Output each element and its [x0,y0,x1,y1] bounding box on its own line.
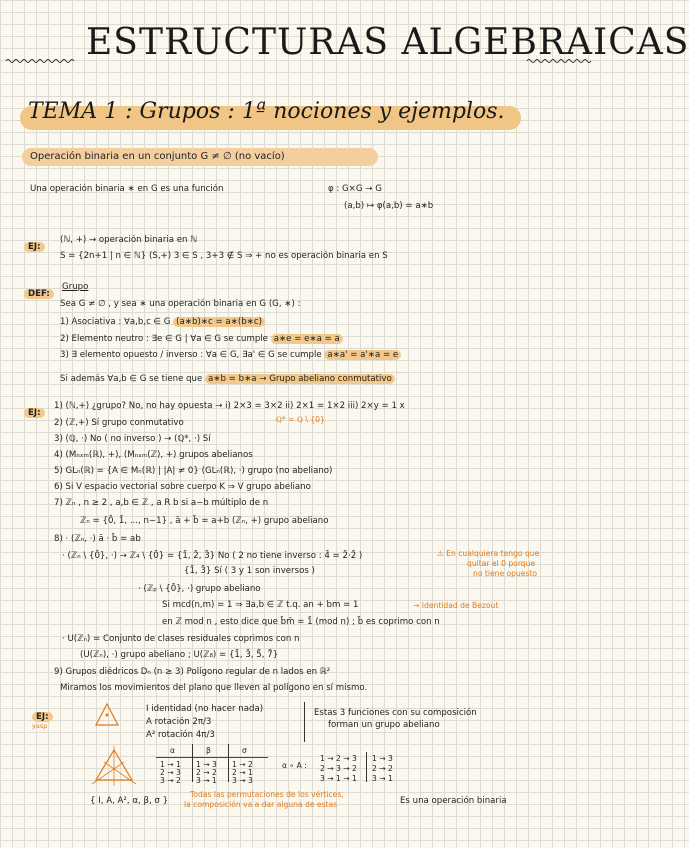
perm-cell: 1 → 3 [196,760,217,769]
ej2-item-1: 1) (ℕ,+) ¿grupo? No, no hay opuesta → i) 2×3 = 3×2 ii) 2×1 = 1×2 iii) 2×y = 1 x [54,401,405,411]
ej2-warning-2: quitar el 0 porque [467,559,536,568]
binop-func: φ : G×G → G [328,184,382,194]
ej3-side-1: Estas 3 funciones con su composición [314,708,477,718]
ej2-item-7a: 7) ℤₙ , n ≥ 2 , a,b ∈ ℤ , a R b si a−b múltiplo de n [54,498,269,508]
ej2-bezout-note: → Identidad de Bezout [413,601,499,610]
def-line1: Sea G ≠ ∅ , y sea ∗ una operación binaria en G (G, ∗) : [60,299,301,309]
ej3-perm-note-2: la composición va a dar alguna de estas [184,800,338,809]
def-title: Grupo [62,282,89,292]
ej3-sub: yasp [32,722,48,730]
ej2-item-5: 5) GLₙ(ℝ) = {A ∈ Mₙ(ℝ) | |A| ≠ 0} (GLₙ(ℝ), ·) grupo (no abeliano) [54,466,333,476]
perm-cell: 2 → 3 [160,768,181,777]
ej3-conclusion: Es una operación binaria [400,796,507,806]
perm-col-alpha: α [170,746,176,755]
ej2-item-9b: Miramos los movimientos del plano que lleven al polígono en sí mismo. [60,683,368,693]
perm-cell: 3 → 3 [232,776,253,785]
ej3-perm-note-1: Todas las permutaciones de los vértices, [190,790,344,799]
ej2-item-7b: ℤₙ = {0̄, 1̄, ..., n−1} , ā + b̄ = a+b (ℤₙ, +) grupo abeliano [80,516,329,526]
ej3-set: { I, A, A², α, β, σ } [90,796,169,806]
tema-heading: TEMA 1 : Grupos : 1ª nociones y ejemplos. [28,99,505,124]
composition-label: α ∘ A : [282,761,307,770]
ej3-side-2: forman un grupo abeliano [328,720,440,730]
ej2-item-9: 9) Grupos diédricos Dₙ (n ≥ 3) Polígono regular de n lados en ℝ² [54,667,331,677]
ej1-line2: S = {2n+1 | n ∈ ℕ} (S,+) 3 ∈ S , 3+3 ∉ S ⇒ + no es operación binaria en S [60,251,388,261]
ej3-rotation-a2: A² rotación 4π/3 [146,730,215,740]
ej2-item-8h: (U(ℤₙ), ·) grupo abeliano ; U(ℤ₈) = {1̄, 3̄, 5̄, 7̄} [80,650,279,660]
def-abelian: Si además ∀a,b ∈ G se tiene que a∗b = b∗a → Grupo abeliano conmutativo [60,374,395,385]
perm-cell: 3 → 1 [196,776,217,785]
ej3-identity: I identidad (no hacer nada) [146,704,264,714]
perm-cell: 3 → 2 [160,776,181,785]
ej3-label: EJ: [32,704,53,723]
perm-col-sigma: σ [242,746,247,755]
ej2-item-8d: · (ℤₚ \ {0̄}, ·) grupo abeliano [138,584,261,594]
ej2-item-8b: · (ℤₙ \ {0̄}, ·) → ℤ₄ \ {0̄} = {1̄, 2̄, 3̄} No ( 2 no tiene inverso : 4̄ = 2̄·2̄ ) [62,551,363,561]
ej1-label: EJ: [24,234,45,253]
perm-table-sep-1 [192,744,193,782]
title-wave-right [527,58,593,64]
ej2-item-4: 4) (Mₙₓₘ(ℝ), +), (Mₙₓₘ(ℤ), +) grupos abelianos [54,450,253,460]
perm-cell: 2 → 1 [232,768,253,777]
def-item-neutral: 2) Elemento neutro : ∃e ∈ G | ∀a ∈ G se cumple a∗e = e∗a = a [60,334,343,345]
perm-cell: 1 → 2 [232,760,253,769]
ej2-item-6: 6) Si V espacio vectorial sobre cuerpo K ⇒ V grupo abeliano [54,482,311,492]
def-label: DEF: [24,281,54,300]
composition-row: 2 → 3 → 2 [320,764,357,773]
composition-sep [366,752,367,782]
ej2-item-8a: 8) · (ℤₙ, ·) ā · b̄ = ab [54,534,141,544]
perm-cell: 1 → 1 [160,760,181,769]
composition-result: 1 → 3 [372,754,393,763]
op-heading: Operación binaria en un conjunto G ≠ ∅ (no vacío) [30,151,285,162]
composition-row: 1 → 2 → 3 [320,754,357,763]
composition-row: 3 → 1 → 1 [320,774,357,783]
ej3-rotation-a: A rotación 2π/3 [146,717,212,727]
ej2-item-8f: en ℤ mod n , esto dice que b̄m̄ = 1̄ (mod n) ; b̄ es coprimo con n [162,617,440,627]
ej2-item-2: 2) (ℤ,+) Sí grupo conmutativo [54,418,184,428]
brace-line [304,702,305,742]
ej2-note-q: ℚ* = ℚ \ {0} [276,415,325,424]
ej2-warning-3: no tiene opuesto [473,569,538,578]
def-item-inverse: 3) ∃ elemento opuesto / inverso : ∀a ∈ G, ∃a' ∈ G se cumple a∗a' = a'∗a = e [60,350,401,361]
perm-table-header-line [156,757,268,758]
composition-result: 3 → 1 [372,774,393,783]
title-wave-left [6,58,74,64]
ej1-line1: (ℕ, +) → operación binaria en ℕ [60,235,198,245]
triangle-icon [92,700,122,730]
ej2-item-8g: · U(ℤₙ) = Conjunto de clases residuales coprimos con n [62,634,300,644]
perm-col-beta: β [206,746,211,755]
ej2-warning-1: ⚠ En cualquiera tengo que [437,549,540,558]
perm-cell: 2 → 2 [196,768,217,777]
binop-def-line: Una operación binaria ∗ en G es una función [30,184,224,194]
ej2-label: EJ: [24,400,45,419]
def-item-associative: 1) Asociativa : ∀a,b,c ∈ G (a∗b)∗c = a∗(b∗c) [60,317,265,328]
ej2-item-8e: Si mcd(n,m) = 1 ⇒ ∃a,b ∈ ℤ t.q. an + bm = 1 [162,600,359,610]
binop-map: (a,b) ↦ φ(a,b) = a∗b [344,201,434,211]
page-title: ESTRUCTURAS ALGEBRAICAS [86,22,689,63]
triangle-symmetry-icon [88,744,140,788]
perm-table-sep-2 [228,744,229,782]
ej2-item-3: 3) (ℚ, ·) No ( no inverso ) → (ℚ*, ·) Sí [54,434,211,444]
composition-result: 2 → 2 [372,764,393,773]
ej2-item-8c: {1̄, 3̄} Sí ( 3 y 1 son inversos ) [184,566,315,576]
